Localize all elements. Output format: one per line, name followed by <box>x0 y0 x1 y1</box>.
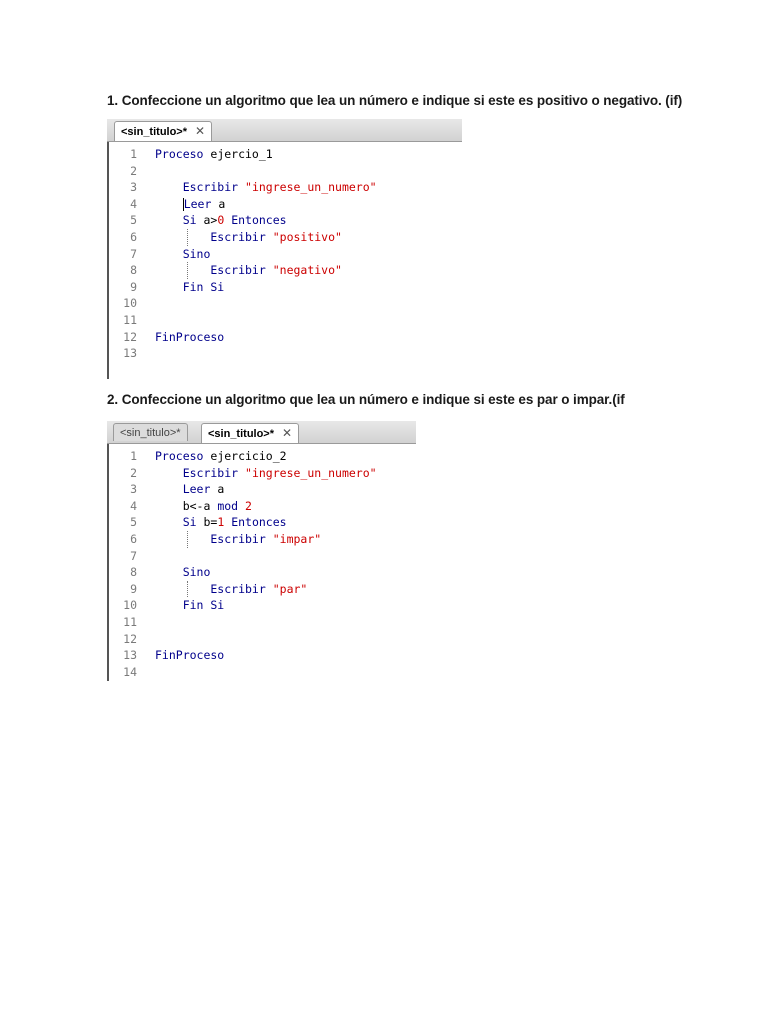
code-token: Fin Si <box>155 598 225 613</box>
code-line <box>109 465 377 481</box>
code-line <box>109 597 224 613</box>
indent-guide <box>187 531 188 548</box>
code-token: Sino <box>155 565 211 580</box>
indent-guide <box>187 229 188 246</box>
indent <box>155 197 183 211</box>
code-token <box>238 466 245 480</box>
line-number: 8 <box>130 565 137 580</box>
code-line <box>109 295 155 311</box>
code-token: Escribir <box>155 180 239 195</box>
code-line <box>109 614 155 630</box>
code-line <box>109 345 155 361</box>
code-line <box>109 481 224 497</box>
tab-bar <box>107 421 416 444</box>
line-number: 11 <box>123 313 137 327</box>
code-token: Si <box>155 213 197 228</box>
line-number: 2 <box>130 163 137 178</box>
code-token: ejercicio_2 <box>203 449 287 463</box>
tab-label: <sin_titulo>* <box>208 428 275 440</box>
code-token <box>266 532 273 546</box>
line-number: 9 <box>130 279 137 294</box>
line-number: 4 <box>130 498 137 513</box>
code-line <box>109 564 210 580</box>
line-number: 7 <box>130 246 137 261</box>
code-token: FinProceso <box>155 329 225 344</box>
code-line <box>109 581 307 597</box>
code-line <box>109 246 210 262</box>
line-number: 14 <box>123 664 137 679</box>
code-token <box>238 180 245 194</box>
line-number: 8 <box>130 263 137 278</box>
line-number: 2 <box>130 465 137 480</box>
code-token: b<-a <box>155 498 218 513</box>
line-number: 4 <box>130 196 137 211</box>
line-number: 12 <box>123 329 137 344</box>
code-line <box>109 498 252 514</box>
code-line <box>109 647 224 663</box>
code-line <box>109 329 224 345</box>
code-token: a <box>210 482 225 497</box>
code-token: Escribir <box>155 230 266 244</box>
line-number: 1 <box>130 147 137 161</box>
tab-sin-titulo-1[interactable] <box>113 423 188 441</box>
line-number: 10 <box>123 598 137 613</box>
line-number: 10 <box>123 296 137 311</box>
line-number: 9 <box>130 581 137 596</box>
close-icon[interactable]: ✕ <box>282 426 293 440</box>
line-number: 3 <box>130 180 137 195</box>
line-number: 3 <box>130 482 137 497</box>
code-token: Entonces <box>224 213 287 228</box>
tab-sin-titulo-2[interactable] <box>201 423 299 443</box>
code-line <box>109 279 224 295</box>
code-token: mod <box>217 498 239 513</box>
exercise-1-heading: 1. Confeccione un algoritmo que lea un número e indique si este es positivo o negativo. (if) <box>107 93 683 108</box>
code-token: "positivo" <box>272 230 342 244</box>
line-number: 11 <box>123 615 137 629</box>
line-number: 13 <box>123 648 137 663</box>
code-token: a <box>211 196 226 211</box>
line-number: 7 <box>130 548 137 563</box>
code-line <box>109 163 155 179</box>
code-token: Proceso <box>155 449 204 463</box>
code-line <box>109 514 287 530</box>
code-token: "par" <box>272 581 308 596</box>
code-editor-1[interactable] <box>107 119 462 379</box>
code-token: "ingrese_un_numero" <box>245 180 377 195</box>
code-token: Escribir <box>155 465 239 480</box>
line-number: 6 <box>130 532 137 546</box>
line-number: 5 <box>130 213 137 228</box>
tab-label: <sin_titulo>* <box>120 427 181 439</box>
code-token: Leer <box>183 196 212 211</box>
code-token: "ingrese_un_numero" <box>245 465 377 480</box>
line-number: 13 <box>123 346 137 361</box>
tab-bar <box>107 119 462 142</box>
code-line <box>109 631 155 647</box>
code-line <box>109 262 342 278</box>
code-token: Leer <box>155 482 211 497</box>
line-number: 1 <box>130 449 137 463</box>
code-token: Proceso <box>155 147 204 161</box>
code-token <box>238 499 245 513</box>
code-line <box>109 531 321 547</box>
code-token: a> <box>196 213 218 228</box>
code-line <box>109 196 225 212</box>
code-token: Entonces <box>224 515 287 530</box>
code-line <box>109 179 377 195</box>
code-line <box>109 312 155 328</box>
indent-guide <box>187 581 188 598</box>
tab-sin-titulo[interactable] <box>114 121 212 141</box>
code-token: Sino <box>155 246 211 261</box>
code-token: Fin Si <box>155 279 225 294</box>
code-line <box>109 548 155 564</box>
exercise-2-heading: 2. Confeccione un algoritmo que lea un número e indique si este es par o impar.(if <box>107 392 625 407</box>
code-token: Escribir <box>155 263 266 278</box>
code-token <box>266 230 273 244</box>
indent-guide <box>187 262 188 279</box>
line-number: 6 <box>130 230 137 244</box>
code-token: "negativo" <box>272 263 342 278</box>
code-token: b= <box>196 515 218 530</box>
code-token <box>266 582 273 596</box>
code-token: FinProceso <box>155 648 225 663</box>
code-line <box>109 229 342 245</box>
code-line <box>109 212 287 228</box>
code-line <box>109 664 155 680</box>
tab-label: <sin_titulo>* <box>121 126 188 138</box>
code-token: 1 <box>217 515 225 530</box>
code-token: Si <box>155 515 197 530</box>
code-token: 2 <box>245 498 252 513</box>
code-token: ejercio_1 <box>203 147 273 161</box>
code-editor-2[interactable] <box>107 421 416 681</box>
code-token: Escribir <box>155 532 266 546</box>
line-number: 12 <box>123 631 137 646</box>
code-line <box>109 448 287 464</box>
code-line <box>109 146 273 162</box>
code-token <box>266 263 273 277</box>
code-token: "impar" <box>272 532 322 546</box>
close-icon[interactable]: ✕ <box>195 124 206 138</box>
code-token: Escribir <box>155 581 266 596</box>
code-token: 0 <box>217 213 225 228</box>
line-number: 5 <box>130 515 137 530</box>
